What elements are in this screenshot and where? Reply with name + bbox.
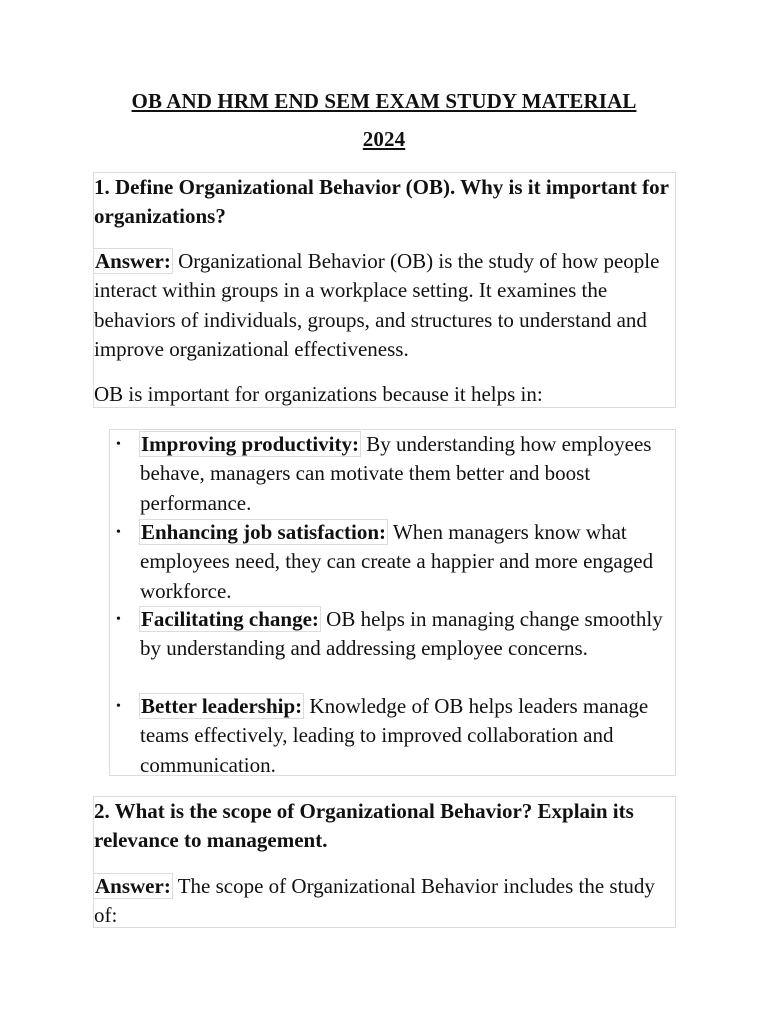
bullet-text: When managers know what employees need, they can create a happier and more engaged workforce. [140,520,654,603]
bullet-text: Knowledge of OB helps leaders manage teams effectively, leading to improved collaboration and communication. [140,694,649,777]
question-1-heading: 1. Define Organizational Behavior (OB). Why is it important for organizations? [94,175,669,228]
document-title-year: 2024 [362,127,406,151]
bullet-label: Improving productivity: [141,432,359,456]
answer-1-paragraph [94,247,677,364]
bullet-text: OB helps in managing change smoothly by understanding and addressing employee concerns. [140,607,663,661]
answer-1-text: Organizational Behavior (OB) is the study of how people interact within groups in a workplace setting. It examines the behaviors of individuals, groups, and structures to understand and improve organizational effectiveness. [94,249,660,361]
question-2-block [93,796,676,928]
bullet-marker: • [116,699,121,714]
importance-bullet-list [109,429,676,776]
bullet-label: Enhancing job satisfaction: [141,520,387,544]
bullet-marker: • [116,437,121,452]
question-1-block [93,172,676,408]
bullet-marker: • [116,525,121,540]
answer-2-paragraph [94,872,677,931]
answer-label: Answer: [95,874,171,898]
answer-label: Answer: [95,249,171,273]
importance-intro: OB is important for organizations because it helps in: [94,382,543,406]
answer-2-text: The scope of Organizational Behavior includes the study of: [94,874,655,928]
document-title: OB AND HRM END SEM EXAM STUDY MATERIAL [131,89,637,113]
bullet-label: Better leadership: [141,694,303,718]
question-2-heading: 2. What is the scope of Organizational Behavior? Explain its relevance to management. [94,799,634,852]
bullet-text: By understanding how employees behave, managers can motivate them better and boost performance. [140,432,652,515]
bullet-marker: • [116,612,121,627]
bullet-label: Facilitating change: [141,607,319,631]
